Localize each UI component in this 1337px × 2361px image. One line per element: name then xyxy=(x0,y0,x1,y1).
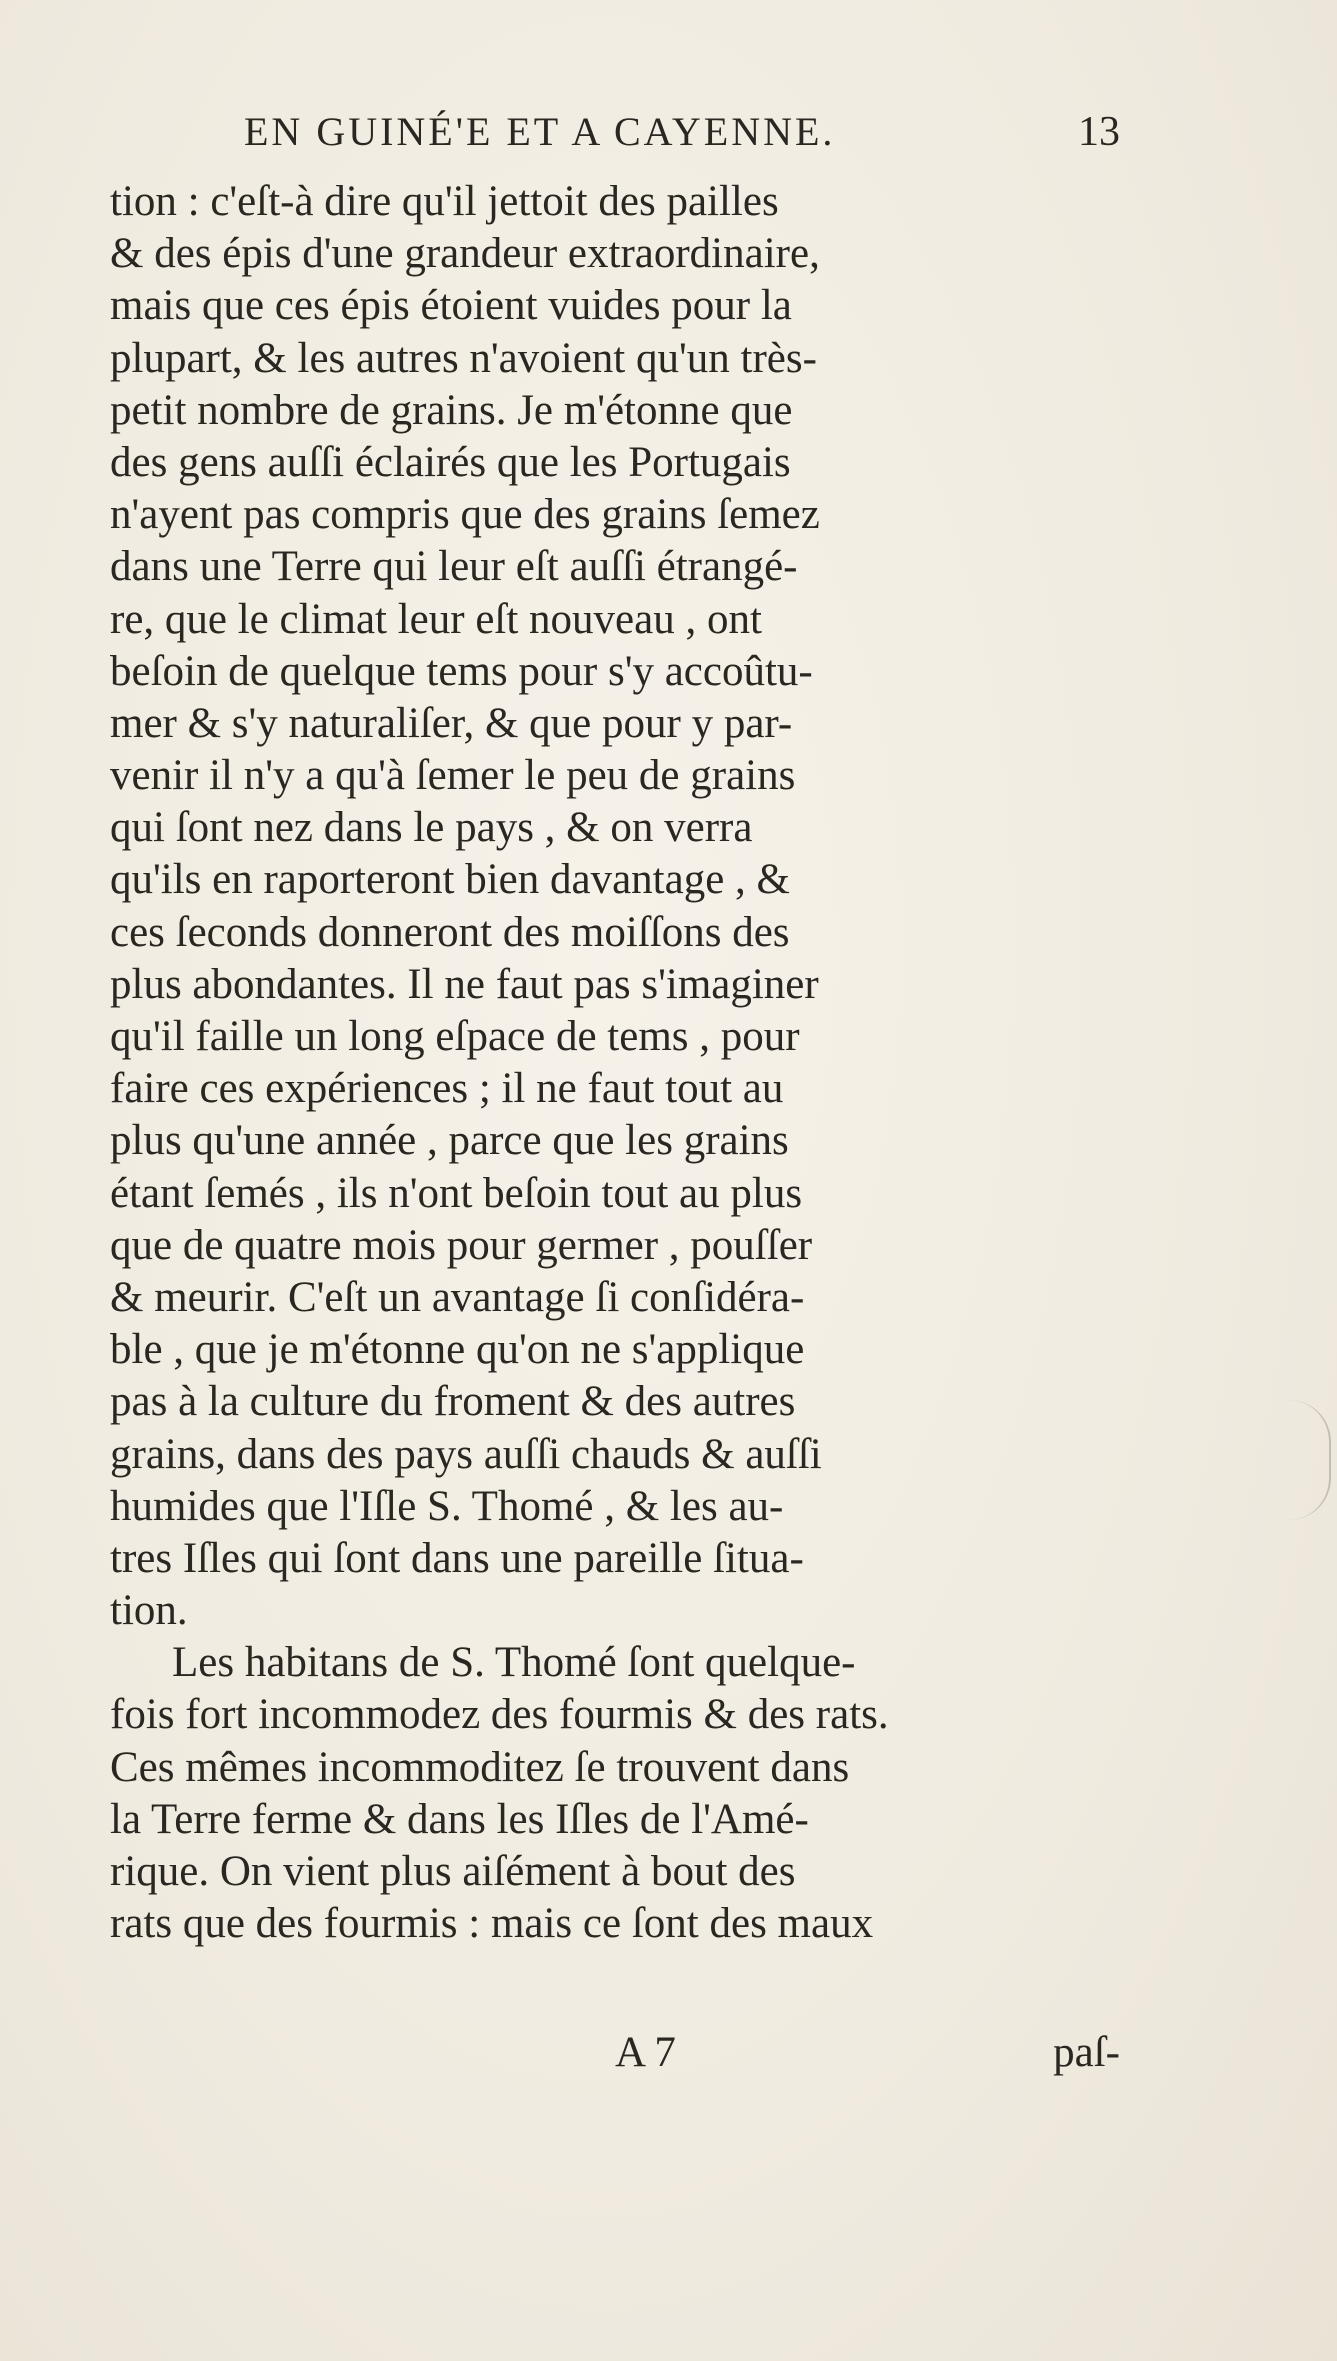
text-line: venir il n'y a qu'à ſemer le peu de grains xyxy=(110,752,796,800)
text-line: tion : c'eſt-à dire qu'il jettoit des pailles xyxy=(110,178,779,225)
text-line: qu'il faille un long eſpace de tems , pour xyxy=(110,1013,800,1060)
text-line: Les habitans de S. Thomé ſont quelque- xyxy=(172,1639,856,1687)
text-line: ces ſeconds donneront des moiſſons des xyxy=(110,908,790,956)
text-line: pas à la culture du froment & des autres xyxy=(110,1378,796,1426)
text-line: beſoin de quelque tems pour s'y accoûtu- xyxy=(110,647,813,695)
text-line: re, que le climat leur eſt nouveau , ont xyxy=(110,595,762,643)
text-line: mer & s'y naturaliſer, & que pour y par- xyxy=(110,699,793,747)
text-line: ble , que je m'étonne qu'on ne s'applique xyxy=(110,1326,805,1374)
signature-mark: A 7 xyxy=(615,2029,676,2076)
text-line: n'ayent pas compris que des grains ſemez xyxy=(110,491,820,539)
page-footer xyxy=(110,2028,1120,2084)
page-edge-shadow xyxy=(1289,1400,1331,1520)
text-line: rique. On vient plus aiſément à bout des xyxy=(110,1848,796,1895)
text-line: plupart, & les autres n'avoient qu'un très- xyxy=(110,334,817,382)
text-line: qu'ils en raporteront bien davantage , & xyxy=(110,856,791,904)
page-number: 13 xyxy=(1078,109,1120,155)
text-line: faire ces expériences ; il ne faut tout au xyxy=(110,1065,784,1113)
text-line: plus qu'une année , parce que les grains xyxy=(110,1117,789,1165)
text-line: Ces mêmes incommoditez ſe trouvent dans xyxy=(110,1743,850,1791)
text-line: tion. xyxy=(110,1587,188,1635)
body-text xyxy=(110,176,1120,1950)
text-line: & des épis d'une grandeur extraordinaire, xyxy=(110,230,820,278)
text-line: tres Iſles qui ſont dans une pareille ſitua- xyxy=(110,1534,804,1582)
text-line: grains, dans des pays auſſi chauds & auſſi xyxy=(110,1430,822,1478)
text-line: fois fort incommodez des fourmis & des rats. xyxy=(110,1691,889,1739)
text-line: que de quatre mois pour germer , pouſſer xyxy=(110,1221,813,1269)
text-line: plus abondantes. Il ne faut pas s'imaginer xyxy=(110,960,819,1008)
text-line: la Terre ferme & dans les Iſles de l'Amé- xyxy=(110,1795,809,1843)
running-title: EN GUINÉ'E ET A CAYENNE. xyxy=(244,109,836,154)
text-line: qui ſont nez dans le pays , & on verra xyxy=(110,804,753,852)
text-line: petit nombre de grains. Je m'étonne que xyxy=(110,386,793,434)
text-line: étant ſemés , ils n'ont beſoin tout au plus xyxy=(110,1169,803,1217)
text-line: dans une Terre qui leur eſt auſſi étrangé- xyxy=(110,543,798,591)
text-line: & meurir. C'eſt un avantage ſi conſidéra- xyxy=(110,1273,805,1321)
text-line: des gens auſſi éclairés que les Portugais xyxy=(110,438,791,486)
catchword: paſ- xyxy=(1053,2029,1120,2076)
text-line: rats que des fourmis : mais ce ſont des maux xyxy=(110,1900,874,1948)
text-line: humides que l'Iſle S. Thomé , & les au- xyxy=(110,1482,784,1530)
page-header xyxy=(110,108,1120,168)
text-line: mais que ces épis étoient vuides pour la xyxy=(110,282,792,330)
